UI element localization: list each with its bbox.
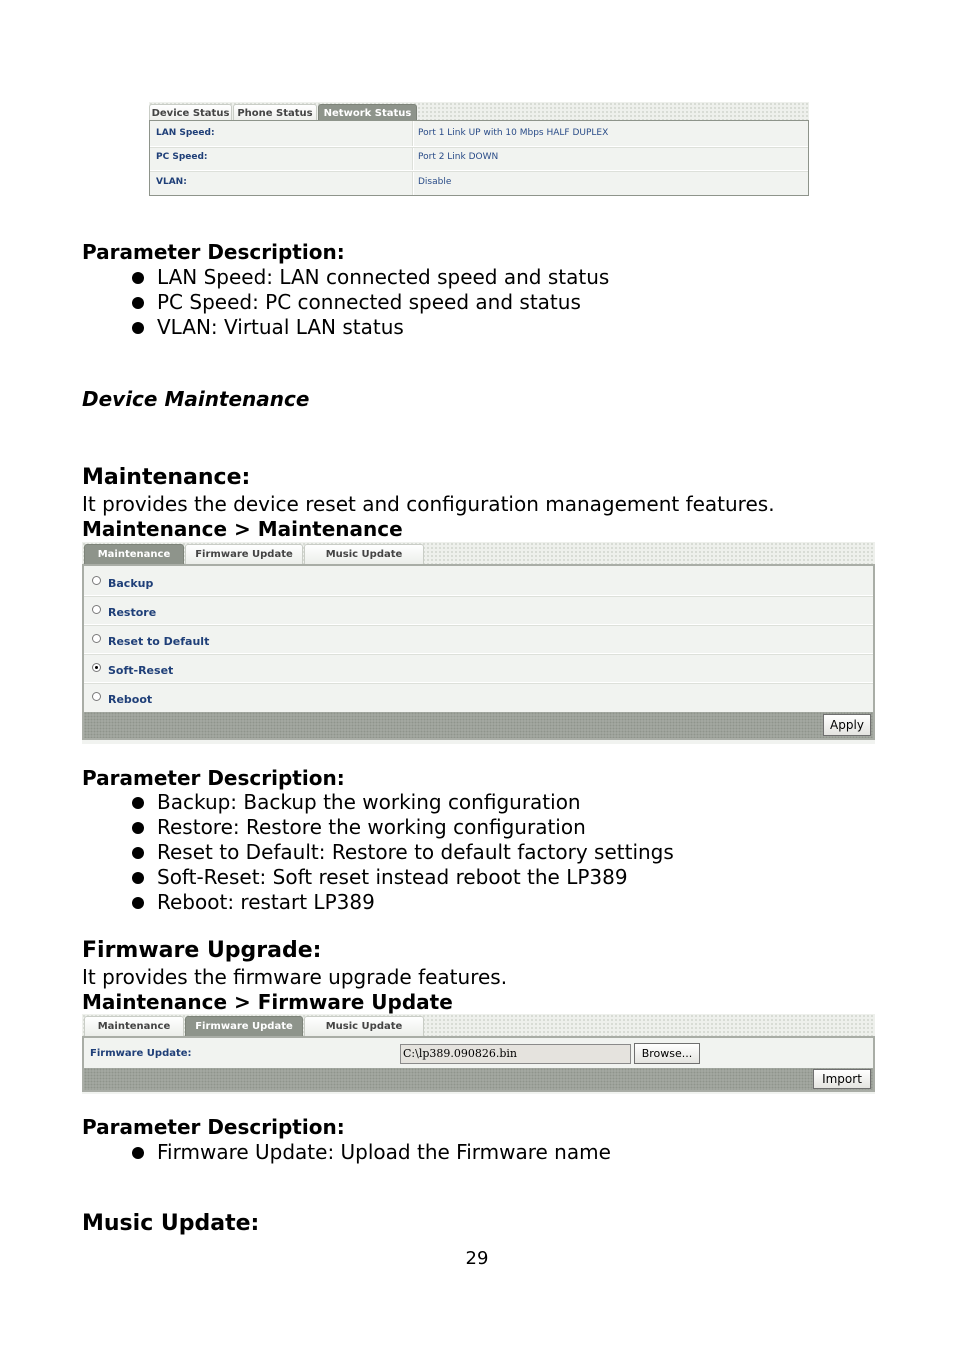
page-number: 29 <box>465 1248 489 1269</box>
lan-speed-value: Port 1 Link UP with 10 Mbps HALF DUPLEX <box>418 128 609 138</box>
apply-button[interactable]: Apply <box>823 714 871 736</box>
list-item: VLAN: Virtual LAN status <box>82 315 609 340</box>
tab-music-update[interactable]: Music Update <box>304 1016 424 1036</box>
browse-button[interactable]: Browse... <box>634 1043 700 1064</box>
maintenance-heading: Maintenance: <box>82 465 251 490</box>
maintenance-panel <box>82 542 875 744</box>
import-button[interactable]: Import <box>813 1069 871 1089</box>
list-item: Reboot: restart LP389 <box>82 890 674 915</box>
tab-music-update[interactable]: Music Update <box>304 544 424 564</box>
firmware-update-label: Firmware Update: <box>90 1048 192 1059</box>
bullet-icon <box>132 822 144 834</box>
lan-speed-label: LAN Speed: <box>156 128 215 138</box>
tab-bar <box>149 102 809 121</box>
option-row-soft-reset[interactable] <box>84 653 873 683</box>
list-item: Restore: Restore the working configuration <box>82 815 674 840</box>
vlan-value: Disable <box>418 177 452 187</box>
action-bar <box>84 712 873 738</box>
tab-maintenance[interactable]: Maintenance <box>84 1016 184 1036</box>
soft-reset-radio[interactable] <box>92 663 101 672</box>
option-row-backup[interactable] <box>84 566 873 596</box>
restore-radio[interactable] <box>92 605 101 614</box>
table-row <box>150 146 808 171</box>
firmware-update-panel <box>82 1014 875 1094</box>
tab-firmware-update[interactable]: Firmware Update <box>185 1016 303 1036</box>
tab-device-status[interactable]: Device Status <box>149 104 232 122</box>
table-row <box>150 121 808 147</box>
status-table <box>149 120 809 196</box>
firmware-intro: It provides the firmware upgrade features. <box>82 965 508 989</box>
option-row-reset-to-default[interactable] <box>84 624 873 654</box>
pc-speed-label: PC Speed: <box>156 152 208 162</box>
maintenance-path: Maintenance > Maintenance <box>82 517 403 541</box>
list-item: PC Speed: PC connected speed and status <box>82 290 609 315</box>
vlan-label: VLAN: <box>156 177 187 187</box>
list-item: Backup: Backup the working configuration <box>82 790 674 815</box>
param-description-heading: Parameter Description: <box>82 766 345 790</box>
param-list <box>82 790 674 915</box>
list-item: Firmware Update: Upload the Firmware name <box>82 1140 611 1165</box>
soft-reset-label: Soft-Reset <box>108 664 174 677</box>
tab-phone-status[interactable]: Phone Status <box>233 104 317 122</box>
firmware-path: Maintenance > Firmware Update <box>82 990 453 1014</box>
pc-speed-value: Port 2 Link DOWN <box>418 152 499 162</box>
maintenance-intro: It provides the device reset and configuration management features. <box>82 492 775 516</box>
bullet-icon <box>132 897 144 909</box>
bullet-icon <box>132 1147 144 1159</box>
tab-firmware-update[interactable]: Firmware Update <box>185 544 303 564</box>
tab-network-status[interactable]: Network Status <box>318 104 417 122</box>
backup-radio[interactable] <box>92 576 101 585</box>
list-item: Reset to Default: Restore to default factory settings <box>82 840 674 865</box>
bullet-icon <box>132 872 144 884</box>
bullet-icon <box>132 297 144 309</box>
reboot-label: Reboot <box>108 693 153 706</box>
backup-label: Backup <box>108 577 154 590</box>
bullet-icon <box>132 847 144 859</box>
music-update-heading: Music Update: <box>82 1211 260 1236</box>
bullet-icon <box>132 322 144 334</box>
firmware-form <box>82 1036 875 1092</box>
param-description-heading: Parameter Description: <box>82 1115 345 1139</box>
action-bar <box>84 1068 873 1090</box>
restore-label: Restore <box>108 606 157 619</box>
firmware-row <box>84 1038 873 1068</box>
list-item: LAN Speed: LAN connected speed and status <box>82 265 609 290</box>
option-row-restore[interactable] <box>84 595 873 625</box>
bullet-icon <box>132 797 144 809</box>
option-row-reboot[interactable] <box>84 682 873 711</box>
tab-maintenance[interactable]: Maintenance <box>84 544 184 564</box>
bullet-icon <box>132 272 144 284</box>
reset-to-default-label: Reset to Default <box>108 635 210 648</box>
table-row <box>150 170 808 195</box>
tab-bar <box>82 542 875 564</box>
tab-bar <box>82 1014 875 1036</box>
list-item: Soft-Reset: Soft reset instead reboot the LP389 <box>82 865 674 890</box>
param-list <box>82 265 609 340</box>
firmware-file-input[interactable]: C:\lp389.090826.bin <box>400 1044 631 1064</box>
maintenance-options <box>82 564 875 740</box>
reset-to-default-radio[interactable] <box>92 634 101 643</box>
firmware-upgrade-heading: Firmware Upgrade: <box>82 938 322 963</box>
param-description-heading: Parameter Description: <box>82 240 345 264</box>
network-status-panel <box>149 102 809 196</box>
param-list <box>82 1140 611 1165</box>
reboot-radio[interactable] <box>92 692 101 701</box>
device-maintenance-heading: Device Maintenance <box>82 387 310 411</box>
